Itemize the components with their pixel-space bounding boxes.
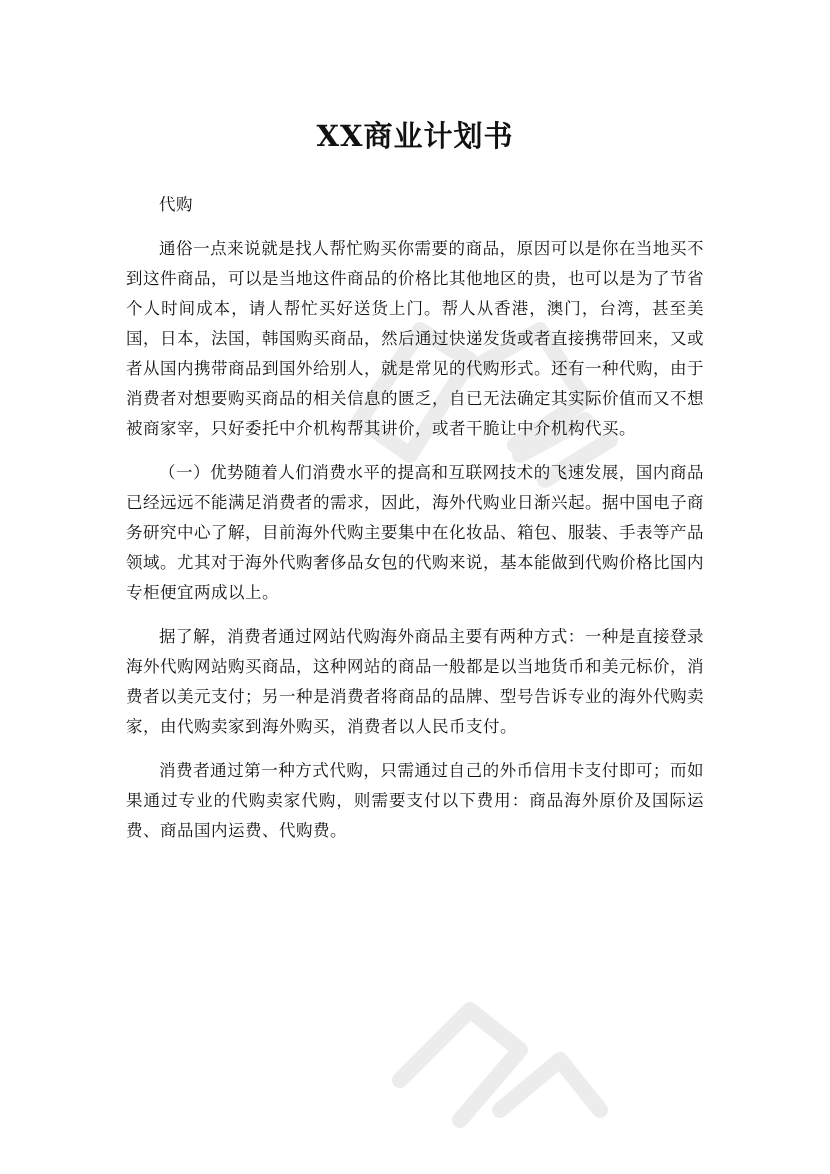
document-body [126, 190, 704, 846]
paragraph-heading-daigou: 代购 [159, 195, 193, 214]
paragraph-fees: 消费者通过第一种方式代购，只需通过自己的外币信用卡支付即可；而如果通过专业的代购卖家代购，则需要支付以下费用：商品海外原价及国际运费、商品国内运费、代购费。 [126, 761, 704, 840]
paragraph-methods: 据了解，消费者通过网站代购海外商品主要有两种方式：一种是直接登录海外代购网站购买商品，这种网站的商品一般都是以当地货币和美元标价，消费者以美元支付；另一种是消费者将商品的品牌、型号告诉专业的海外代购卖家，由代购卖家到海外购买，消费者以人民币支付。 [126, 627, 704, 736]
paragraph-advantages: （一）优势随着人们消费水平的提高和互联网技术的飞速发展，国内商品已经远远不能满足消费者的需求，因此，海外代购业日渐兴起。据中国电子商务研究中心了解，目前海外代购主要集中在化妆品、箱包、服装、手表等产品领域。尤其对于海外代购奢侈品女包的代购来说，基本能做到代购价格比国内专柜便宜两成以上。 [126, 463, 704, 602]
document-title: XX商业计划书 [316, 119, 514, 153]
paragraph-definition: 通俗一点来说就是找人帮忙购买你需要的商品，原因可以是你在当地买不到这件商品，可以是当地这件商品的价格比其他地区的贵，也可以是为了节省个人时间成本，请人帮忙买好送货上门。帮人从香港，澳门，台湾，甚至美国，日本，法国，韩国购买商品，然后通过快递发货或者直接携带回来，又或者从国内携带商品到国外给别人，就是常见的代购形式。还有一种代购，由于消费者对想要购买商品的相关信息的匮乏，自已无法确定其实际价值而又不想被商家宰，只好委托中介机构帮其讲价，或者干脆让中介机构代买。 [126, 239, 704, 438]
